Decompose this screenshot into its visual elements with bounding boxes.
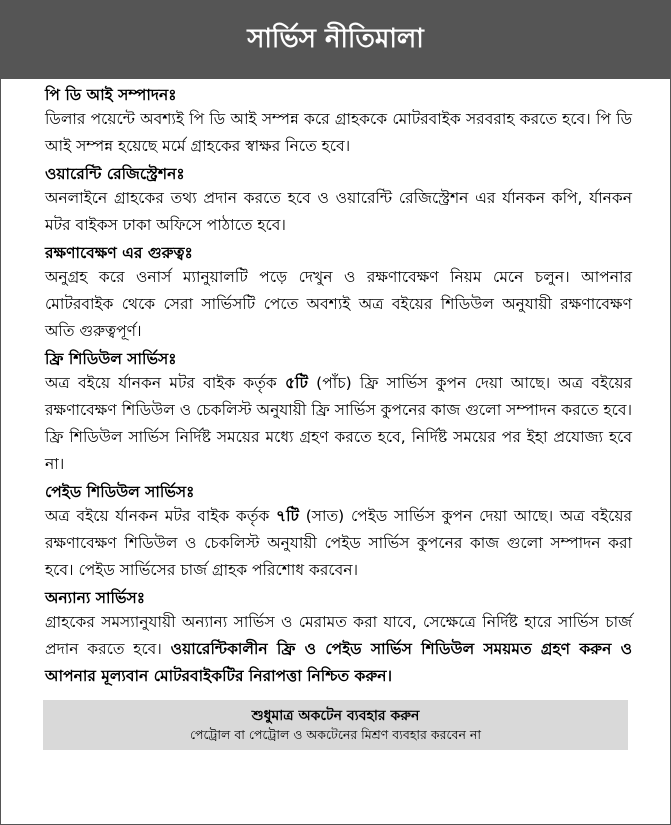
coupon-count: ৫টি: [284, 374, 308, 392]
section-title: অন্যান্য সার্ভিসঃ: [45, 589, 146, 607]
notice-title: শুধুমাত্র অকটেন ব্যবহার করুন: [251, 708, 420, 724]
section-warranty-registration: [45, 164, 632, 239]
section-title: পি ডি আই সম্পাদনঃ: [45, 86, 177, 104]
section-body: [45, 370, 632, 478]
section-body: [45, 503, 632, 584]
section-title: রক্ষণাবেক্ষণ এর গুরুত্বঃ: [45, 244, 193, 262]
section-title: পেইড শিডিউল সার্ভিসঃ: [45, 483, 195, 501]
body-text: গ্রাহকের সমস্যানুযায়ী অন্যান্য সার্ভিস ও মেরামত করা যাবে, সেক্ষেত্রে নির্দিষ্ট হারে সার্ভিস চার্জ প্রদান করতে হবে।: [45, 613, 632, 658]
section-body: অনলাইনে গ্রাহকের তথ্য প্রদান করতে হবে ও ওয়ারেন্টি রেজিস্ট্রেশন এর র্যানকন কপি, র্যানকন মটর বাইকস ঢাকা অফিসে পাঠাতে হবে।: [45, 189, 632, 234]
page-title: সার্ভিস নীতিমালা: [247, 24, 424, 54]
body-text: অত্র বইয়ে র্যানকন মটর বাইক কর্তৃক: [45, 374, 285, 392]
section-other-services: [45, 588, 632, 690]
body-text: অত্র বইয়ে র্যানকন মটর বাইক কর্তৃক: [45, 507, 277, 525]
section-body: [45, 609, 632, 690]
section-body: ডিলার পয়েন্টে অবশ্যই পি ডি আই সম্পন্ন করে গ্রাহককে মোটরবাইক সরবরাহ করতে হবে। পি ডি আই সম্পন্ন হয়েছে মর্মে গ্রাহকের স্বাক্ষর নিতে হবে।: [45, 110, 632, 155]
coupon-count: ৭টি: [276, 507, 300, 525]
section-title: ফ্রি শিডিউল সার্ভিসঃ: [45, 350, 177, 368]
policy-content: [1, 79, 670, 690]
section-maintenance-importance: [45, 243, 632, 345]
section-title: ওয়ারেন্টি রেজিস্ট্রেশনঃ: [45, 165, 185, 183]
section-pdi: [45, 85, 632, 160]
notice-subtitle: পেট্রোল বা পেট্রোল ও অকটেনের মিশ্রণ ব্যবহার করবেন না: [189, 727, 482, 742]
section-body: অনুগ্রহ করে ওনার্স ম্যানুয়ালটি পড়ে দেখুন ও রক্ষণাবেক্ষণ নিয়ম মেনে চলুন। আপনার মোটরবাইক থেকে সেরা সার্ভিসটি পেতে অবশ্যই অত্র বইয়ের শিডিউল অনুযায়ী রক্ষণাবেক্ষণ অতি গুরুত্বপূর্ণ।: [45, 268, 632, 340]
body-text: (সাত) পেইড সার্ভিস কুপন দেয়া আছে। অত্র বইয়ের রক্ষণাবেক্ষণ শিডিউল ও চেকলিস্ট অনুযায়ী পেইড সার্ভিস কুপনের কাজ গুলো সম্পাদন করা হবে। পেইড সার্ভিসের চার্জ গ্রাহক পরিশোধ করবেন।: [45, 507, 632, 579]
octane-notice-box: [43, 700, 628, 750]
section-paid-schedule-service: [45, 482, 632, 584]
section-free-schedule-service: [45, 349, 632, 478]
emphasis-text: ওয়ারেন্টিকালীন ফ্রি ও পেইড সার্ভিস শিডিউল সময়মত গ্রহণ করুন ও আপনার মূল্যবান মোটরবাইকটির নিরাপত্তা নিশ্চিত করুন।: [45, 640, 632, 685]
header-bar: [1, 1, 670, 79]
body-text: (পাঁচ) ফ্রি সার্ভিস কুপন দেয়া আছে। অত্র বইয়ের রক্ষণাবেক্ষণ শিডিউল ও চেকলিস্ট অনুযায়ী ফ্রি সার্ভিস কুপনের কাজ গুলো সম্পাদন করতে হবে। ফ্রি শিডিউল সার্ভিস নির্দিষ্ট সময়ের মধ্যে গ্রহণ করতে হবে, নির্দিষ্ট সময়ের পর ইহা প্রযোজ্য হবে না।: [45, 374, 632, 473]
